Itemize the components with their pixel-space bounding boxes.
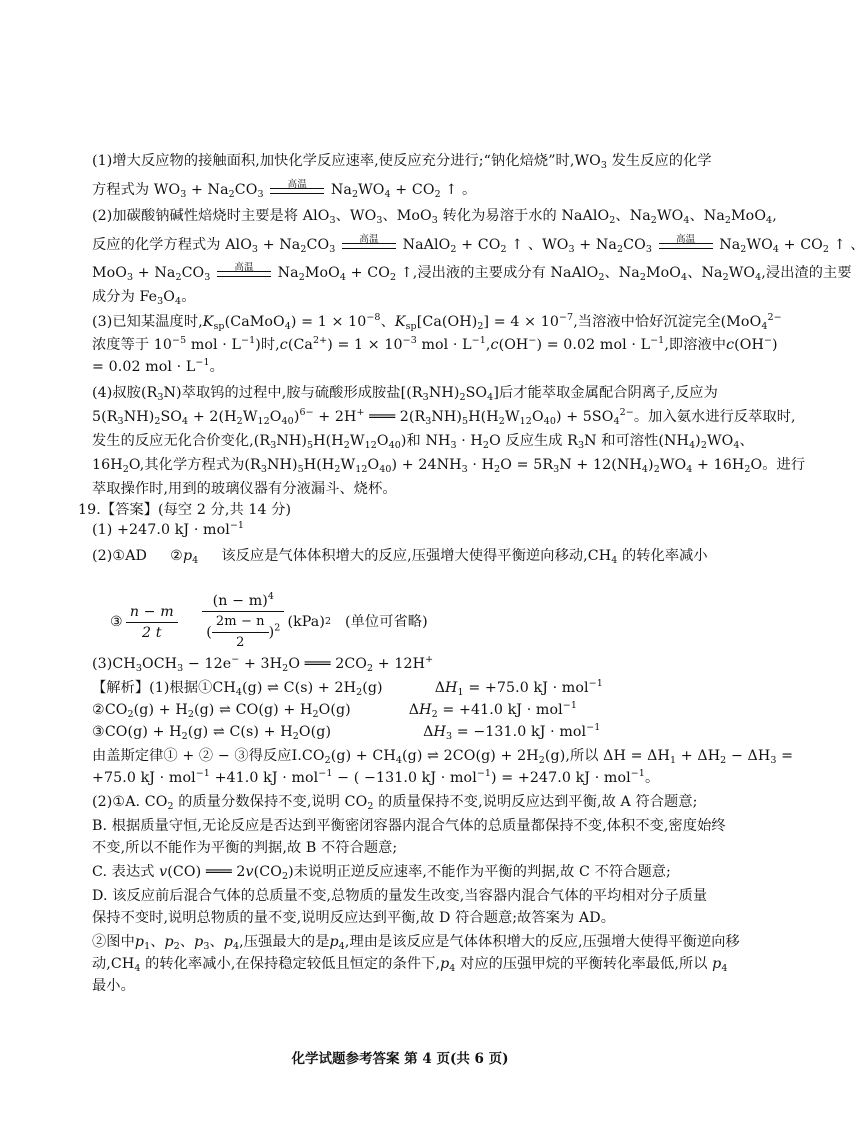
q19-answer3-formula: ③ $\frac{n - m}{2 t}$ $(n - m)^4$ ( $\frac{2m - n}{2}$ )$^2$ (kPa) 2 (单位可省略)	[110, 594, 428, 650]
q18-part4-line3: 发生的反应无化合价变化$,(R_3NH)_5H(H_2W_{12}O_{40})$和 $NH_3 \cdot H_2O$ 反应生成 $R_3N$ 和可溶性$(NH_4)_2WO_4$、	[92, 433, 754, 451]
q18-part3-line2: 浓度等于 $10^{-5}$ mol · $L^{-1}$)时$,c(Ca^{2+}) = 1 \times 10^{-3}$ mol · $L^{-1},c(OH^-) = 0.02$ mol · $L^{-1}$,即溶液中c(OH−)	[92, 335, 778, 353]
explain-2b-line2: 不变,所以不能作为平衡的判据,故 B 不符合题意;	[92, 840, 398, 856]
explain-2e-line3: 最小。	[92, 978, 135, 994]
q19-answer4: $(3)CH_3OCH_3 - 12e^- + 3H_2O$ ═══ $2CO_2 + 12H^+$	[92, 654, 434, 674]
explain-2e-line2: 动$,CH_4$ 的转化率减小,在保持稳定较低且恒定的条件下$,p_4$ 对应的压强甲烷的平衡转化率最低,所以 $p_4$	[92, 956, 728, 974]
fraction-rate: $\frac{n - m}{2 t}$	[126, 602, 178, 643]
q18-part2-line4: 成分为 $Fe_3O_4$。	[92, 289, 196, 307]
q19-answer1: (1) +247.0 kJ · mol$^{-1}$	[92, 520, 245, 538]
q18-part1-line2: 方程式为 $WO_3 + Na_2CO_3$ 高温 $Na_2WO_4 + CO_2$ ↑ 。	[92, 179, 477, 200]
q18-part4-line2: $5(R_3NH)_2SO_4 + 2(H_2W_{12}O_{40})^{6-} + 2H^+$ ═══ $2(R_3NH)_5H(H_2W_{12}O_{40}) + 5SO_4^{2-}$。加入氨水进行反萃取时,	[92, 407, 796, 427]
fraction-kp: $(n - m)^4$ ( $\frac{2m - n}{2}$ )$^2$	[202, 591, 284, 653]
q18-part4-line5: 萃取操作时,用到的玻璃仪器有分液漏斗、烧杯。	[92, 481, 397, 497]
q18-part2-line1: (2)加碳酸钠碱性焙烧时主要是将 AlO$_3$、$WO_3$、MoO$_3$ 转化为易溶于水的 NaAlO$_2$、$Na_2WO_4$、$Na_2MoO_4$,	[92, 208, 777, 226]
q18-part4-line4: $16H_2O$,其化学方程式为$(R_3NH)_5H(H_2W_{12}O_{40}) + 24NH_3 \cdot H_2O = 5R_3N + 12(NH_4)_2WO_4 + 16H_2O$。进行	[92, 457, 806, 475]
explain-2d-line2: 保持不变时,说明总物质的量不变,说明反应达到平衡,故 D 符合题意;故答案为 AD。	[92, 910, 616, 926]
q18-part2-line3: $MoO_3 + Na_2CO_3$ 高温 $Na_2MoO_4 + CO_2$ ↑,浸出液的主要成分有 NaAlO$_2$、$Na_2MoO_4$、$Na_2WO_4$,浸出渣的主要	[92, 262, 852, 283]
page-footer: 化学试题参考答案 第 4 页(共 6 页)	[291, 1051, 509, 1067]
explain-eq3: ③CO(g) + $H_2(g)$ ⇌ $C(s) + H_2O(g) \Delta H_3 = -131.0$ kJ · mol$^{-1}$	[92, 722, 601, 742]
q18-part3-line3: = 0.02 mol · $L^{-1}$。	[92, 357, 224, 375]
q19-answer2: (2)①AD $②p_4$ 该反应是气体体积增大的反应,压强增大使得平衡逆向移动$,CH_4$ 的转化率减小	[92, 548, 708, 566]
q18-part1-line1: (1)增大反应物的接触面积,加快化学反应速率,使反应充分进行;“钠化焙烧”时$,WO_3$ 发生反应的化学	[92, 153, 712, 171]
explain-eq2: $②CO_2(g) + H_2(g)$ ⇌ $CO(g) + H_2O(g) \Delta H_2 = +41.0$ kJ · mol$^{-1}$	[92, 700, 577, 720]
explain-2d-line1: D. 该反应前后混合气体的总质量不变,总物质的量发生改变,当容器内混合气体的平均相对分子质量	[92, 888, 708, 904]
explain-2b-line1: B. 根据质量守恒,无论反应是否达到平衡密闭容器内混合气体的总质量都保持不变,体积不变,密度始终	[92, 818, 726, 834]
explain-2a: (2)①A. $CO_2$ 的质量分数保持不变,说明 $CO_2$ 的质量保持不变,说明反应达到平衡,故 A 符合题意;	[92, 794, 698, 812]
explain-eq1: 【解析】(1)根据$①CH_4(g)$ ⇌ $C(s) + 2H_2(g) \Delta H_1 = +75.0$ kJ · mol$^{-1}$	[92, 678, 603, 698]
explain-hess1: 由盖斯定律① + ② − ③得反应$Ⅰ.CO_2(g) + CH_4(g)$ ⇌ $2CO(g) + 2H_2(g)$,所以 $\Delta H = \Delta H_1 + \Delta H_2 - \Delta H_3$ =	[92, 748, 794, 766]
q18-part4-line1: (4)叔胺$(R_3N)$萃取钨的过程中,胺与硫酸形成胺盐$[(R_3NH)_2SO_4]$后才能萃取金属配合阴离子,反应为	[92, 385, 718, 403]
q18-part2-line2: 反应的化学方程式为 $AlO_3 + Na_2CO_3$ 高温 NaAlO$_2$ + $CO_2$ ↑ 、$WO_3 + Na_2CO_3$ 高温 $Na_2WO_4 + CO_2$ ↑ 、	[92, 234, 865, 255]
explain-2e-line1: ②图中$p_1$、$p_2$、$p_3$、$p_4$,压强最大的是$p_4$,理由是该反应是气体体积增大的反应,压强增大使得平衡逆向移	[92, 934, 740, 952]
q18-part3-line1: (3)已知某温度时$,K_{sp}(CaMoO_4) = 1 \times 10^{-8}$、$K_{sp}[Ca(OH)_2] = 4 \times 10^{-7}$,当溶液中恰好沉淀完全(MoO$_4^{2-}$	[92, 312, 782, 332]
q19-heading: 19.【答案】(每空 2 分,共 14 分)	[78, 502, 292, 518]
explain-hess2: +75.0 kJ · mol$^{-1}$ +41.0 kJ · mol$^{-1}$ − ( −131.0 kJ · mol$^{-1}$) = +247.0 kJ · mol$^{-1}$。	[92, 768, 660, 786]
explain-2c: C. 表达式 v(CO) ═══ $2v(CO_2)$未说明正逆反应速率,不能作为平衡的判据,故 C 不符合题意;	[92, 864, 671, 882]
